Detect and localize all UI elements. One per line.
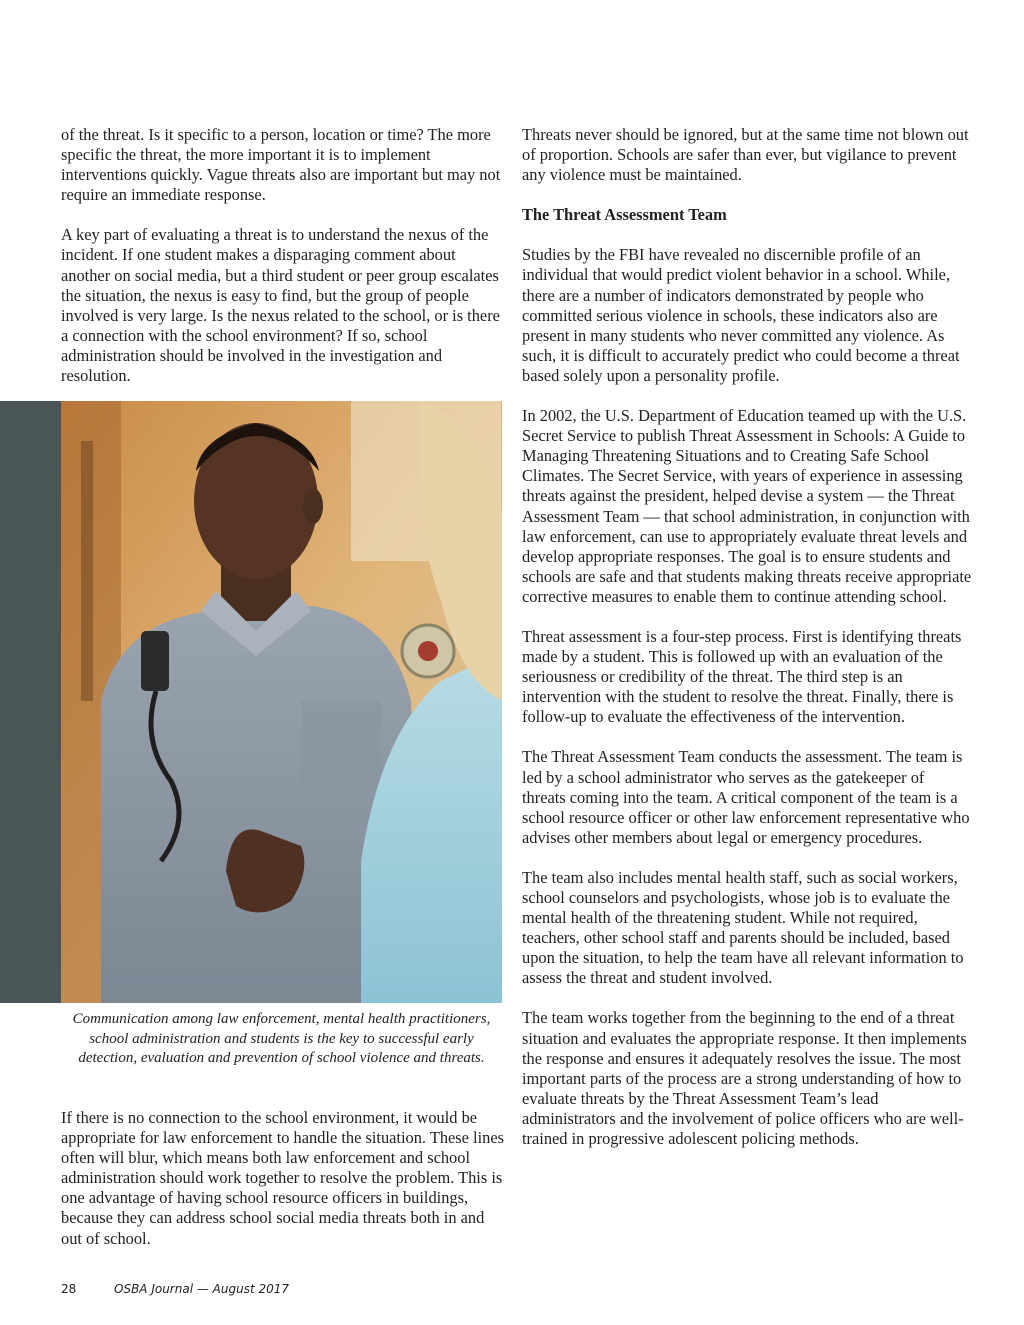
section-heading: The Threat Assessment Team — [522, 205, 727, 225]
page-number: 28 — [61, 1282, 77, 1296]
officer-photo-illustration — [61, 401, 502, 1003]
paragraph: of the threat. Is it specific to a person, location or time? The more specific the threat, the more important it is to implement interventions quickly. Vague threats also are important but may not require an immediate response. — [61, 125, 501, 205]
paragraph: A key part of evaluating a threat is to understand the nexus of the incident. If one student makes a disparaging comment about another on social media, but a third student or peer group escalates the situation, the nexus is easy to find, but the group of people involved is very large. Is the nexus related to the school, or is there a connection with the school environment? If so, school administration should be involved in the investigation and resolution. — [61, 225, 500, 386]
officer-photo — [61, 401, 502, 1003]
paragraph: The team also includes mental health staff, such as social workers, school counselors and psychologists, whose job is to evaluate the mental health of the threatening student. While not required, teachers, other school staff and parents should be included, based upon the situation, to help the team have all relevant information to assess the threat and student involved. — [522, 867, 964, 988]
paragraph: In 2002, the U.S. Department of Education teamed up with the U.S. Secret Service to publish Threat Assessment in Schools: A Guide to Managing Threatening Situations and to Creating Safe School Climates. The Secret Service, with years of experience in assessing threats against the president, helped devise a system — the Threat Assessment Team — that school administration, in conjunction with law enforcement, can use to appropriately evaluate threat levels and develop appropriate responses. The goal is to ensure students and schools are safe and that students making threats receive appropriate corrective measures to enable them to continue attending school. — [522, 406, 972, 606]
paragraph: Studies by the FBI have revealed no discernible profile of an individual that would predict violent behavior in a school. While, there are a number of indicators demonstrated by people who committed serious violence in schools, these indicators also are present in many students who never committed any violence. As such, it is difficult to accurately predict who could become a threat based solely upon a personality profile. — [522, 245, 960, 385]
right-column — [522, 125, 972, 1169]
left-column-top — [61, 125, 506, 406]
publication-name: OSBA Journal — August 2017 — [114, 1282, 290, 1296]
decorative-side-bar — [0, 401, 61, 1003]
paragraph: Threats never should be ignored, but at the same time not blown out of proportion. Schools are safer than ever, but vigilance to prevent any violence must be maintained. — [522, 125, 969, 185]
left-column-bottom — [61, 1108, 506, 1269]
paragraph: The team works together from the beginning to the end of a threat situation and evaluates the appropriate response. It then implements the response and ensures it adequately resolves the issue. The most important parts of the process are a strong understanding of how to evaluate threats by the Threat Assessment Team’s lead administrators and the involvement of police officers who are well-trained in progressive adolescent policing methods. — [522, 1008, 967, 1149]
paragraph: The Threat Assessment Team conducts the assessment. The team is led by a school administrator who serves as the gatekeeper of threats coming into the team. A critical component of the team is a school resource officer or other law enforcement representative who advises other members about legal or emergency procedures. — [522, 747, 970, 847]
paragraph: If there is no connection to the school environment, it would be appropriate for law enforcement to handle the situation. These lines often will blur, which means both law enforcement and school administration should work together to resolve the problem. This is one advantage of having school resource officers in buildings, because they can address school social media threats both in and out of school. — [61, 1108, 505, 1248]
paragraph: Threat assessment is a four-step process. First is identifying threats made by a student. This is followed up with an evaluation of the seriousness or credibility of the threat. The third step is an intervention with the student to resolve the threat. Finally, there is follow-up to evaluate the effectiveness of the intervention. — [522, 626, 962, 727]
photo-caption: Communication among law enforcement, mental health practitioners, school administration and students is the key to successful early detection, evaluation and prevention of school violence and threats. — [72, 1011, 491, 1066]
